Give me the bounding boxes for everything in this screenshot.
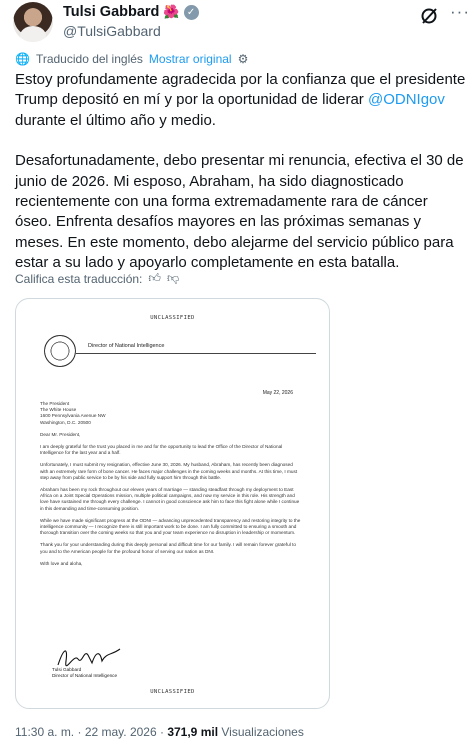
- hibiscus-emoji: 🌺: [163, 4, 180, 19]
- verified-badge-icon[interactable]: ✓: [184, 5, 199, 20]
- letter-paragraph: While we have made significant progress at the ODNI — advancing unprecedented transparency and restoring integrity to the intelligence community — I recognize there is still important work to be done. I am fully committed to ensuring a smooth and thorough transition over the coming weeks so that you and your team experience no disruption in leadership or momentum.: [40, 517, 301, 536]
- letter-closing: With love and aloha,: [40, 560, 83, 566]
- tweet-text: [15, 70, 467, 274]
- grok-icon[interactable]: [419, 6, 439, 26]
- classification-top: UNCLASSIFIED: [150, 315, 195, 321]
- letter-body: [40, 401, 302, 573]
- mention-link[interactable]: @ODNIgov: [367, 91, 445, 109]
- letter-image[interactable]: [15, 298, 330, 709]
- letter-date: May 22, 2026: [262, 390, 293, 396]
- letter-paragraph: Unfortunately, I must submit my resignation, effective June 30, 2026. My husband, Abraham, has recently been diagnosed with an extremely rare form of bone cancer. He faces major challenges in the coming weeks and months. At this time, I must step away from public service to be by his side and fully support him through this battle.: [40, 462, 298, 480]
- views-label: Visualizaciones: [218, 725, 304, 739]
- avatar[interactable]: [13, 2, 53, 42]
- globe-icon: 🌐: [15, 52, 30, 66]
- tweet-paragraph-2: Desafortunadamente, debo presentar mi renuncia, efectiva el 30 de junio de 2026. Mi esposo, Abraham, ha sido diagnosticado recientemente con una forma extremadamente rara de cáncer óseo. Enfrenta desafíos mayores en las próximas semanas y meses. En este momento, debo alejarme del servicio público para estar a su lado y apoyarlo completamente en esta batalla.: [15, 152, 464, 272]
- address-line: The White House: [40, 407, 77, 413]
- letterhead-divider: [76, 353, 316, 354]
- tweet-p1-before: Estoy profundamente agradecida por la confianza que el presidente Trump depositó en mí y por la oportunidad de liderar: [15, 71, 466, 109]
- author-handle[interactable]: @TulsiGabbard: [63, 23, 161, 39]
- more-options-icon[interactable]: ···: [450, 2, 470, 21]
- tweet-paragraph-1: [15, 70, 467, 131]
- letter-paragraph: Abraham has been my rock throughout our eleven years of marriage — standing steadfast through my deployment to East Africa on a Joint Special Operations mission, multiple political campaigns, and now my service in this role. His strength and love have sustained me through every challenge. I cannot in good conscience ask him to face this fight alone while I continue in this demanding and time-consuming position.: [40, 487, 300, 511]
- letter-salutation: Dear Mr. President,: [40, 431, 81, 437]
- rate-translation-label: Califica esta traducción:: [15, 271, 143, 286]
- letterhead-agency: Director of National Intelligence: [88, 343, 165, 349]
- address-line: The President: [40, 401, 70, 406]
- translated-label: Traducido del inglés: [35, 52, 143, 66]
- meta-separator: ·: [74, 725, 85, 739]
- thumbs-down-icon[interactable]: 👎︎: [166, 271, 180, 285]
- letter-paragraph: Thank you for your understanding during this deeply personal and difficult time for our family. I will remain forever grateful to you and to the American people for the profound honor of serving our nation as DNI.: [40, 542, 296, 554]
- address-line: Washington, D.C. 20500: [40, 419, 91, 425]
- signer-name: Tulsi Gabbard: [52, 667, 82, 672]
- author-name[interactable]: [63, 4, 199, 20]
- author-name-text[interactable]: Tulsi Gabbard: [63, 4, 160, 20]
- show-original-link[interactable]: Mostrar original: [148, 52, 232, 66]
- thumbs-up-icon[interactable]: 👍︎: [148, 271, 161, 285]
- letter-paragraph: I am deeply grateful for the trust you placed in me and for the opportunity to lead the Office of the Director of National Intelligence for the last year and a half.: [40, 444, 283, 456]
- view-count: 371,9 mil: [167, 725, 219, 739]
- tweet-header: [0, 0, 475, 50]
- letter-address: [40, 401, 302, 426]
- address-line: 1600 Pennsylvania Avenue NW: [40, 413, 106, 419]
- classification-bottom: UNCLASSIFIED: [150, 689, 195, 695]
- resignation-letter: [32, 305, 313, 703]
- tweet-date[interactable]: 22 may. 2026: [84, 725, 157, 739]
- tweet-meta: [15, 725, 304, 739]
- tweet-time[interactable]: 11:30 a. m.: [15, 725, 75, 739]
- dni-seal-icon: [44, 335, 76, 367]
- gear-icon[interactable]: ⚙: [237, 52, 249, 66]
- meta-separator: ·: [156, 725, 168, 739]
- signer-title: Director of National Intelligence: [52, 673, 118, 678]
- rate-translation: [15, 271, 179, 286]
- tweet-p1-after: durante el último año y medio.: [15, 111, 216, 129]
- letter-signer: [52, 667, 117, 679]
- translation-notice: [15, 52, 248, 66]
